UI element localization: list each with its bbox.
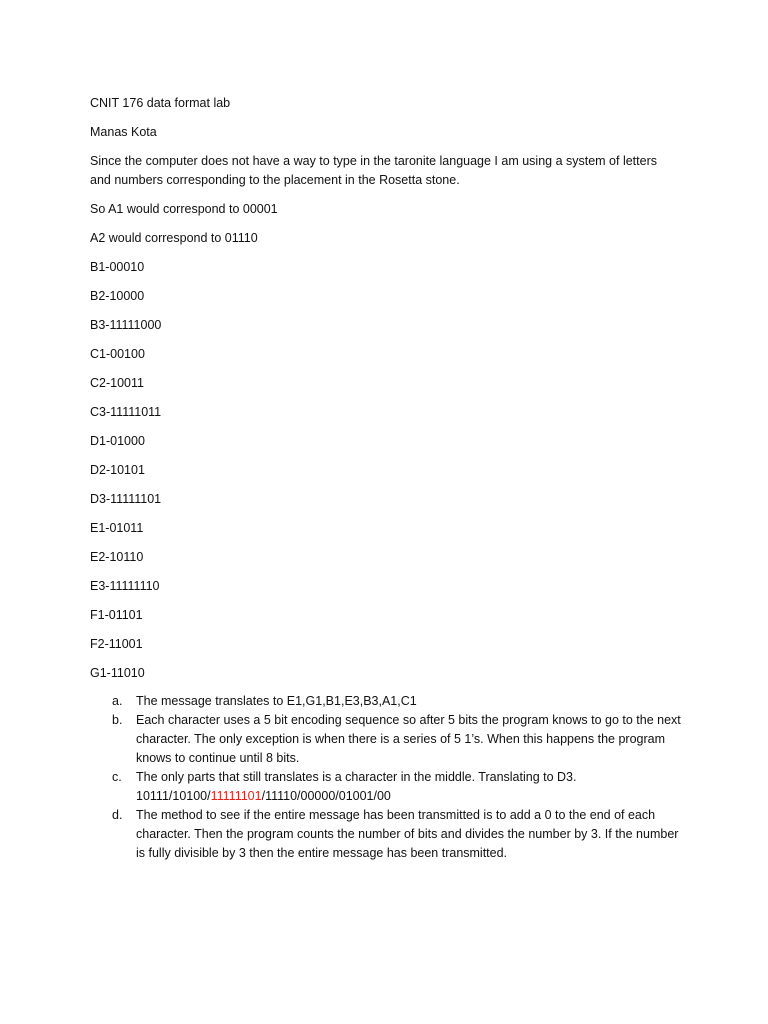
code-line: F2-11001 [90, 637, 143, 651]
bit-sequence-highlight: 11111101 [210, 789, 262, 803]
answer-item-b [90, 711, 690, 768]
code-line: D3-11111101 [90, 492, 162, 506]
code-line: F1-01101 [90, 608, 143, 622]
code-line: B1-00010 [90, 260, 145, 274]
answer-item-d [90, 806, 690, 863]
code-line: C3-11111011 [90, 405, 162, 419]
answer-text: The only parts that still translates is a character in the middle. Translating to D3. [136, 770, 577, 784]
list-marker: b. [112, 713, 123, 727]
list-marker: d. [112, 808, 123, 822]
a2-mapping-line: A2 would correspond to 01110 [90, 231, 258, 245]
code-line: G1-11010 [90, 666, 145, 680]
answer-text: The message translates to E1,G1,B1,E3,B3,A1,C1 [136, 694, 417, 708]
answer-list [90, 692, 690, 863]
code-line: E1-01011 [90, 521, 144, 535]
bit-sequence [136, 789, 391, 803]
intro-paragraph: Since the computer does not have a way to type in the taronite language I am using a system of letters and numbers corresponding to the placement in the Rosetta stone. [90, 154, 657, 187]
list-marker: c. [112, 770, 122, 784]
list-marker: a. [112, 694, 123, 708]
bit-sequence-before: 10111/10100/ [136, 789, 211, 803]
code-line: D2-10101 [90, 463, 145, 477]
answer-text: Each character uses a 5 bit encoding sequence so after 5 bits the program knows to go to the next character. The only exception is when there is a series of 5 1’s. When this happens the program knows to continue until 8 bits. [136, 713, 681, 765]
code-line: C1-00100 [90, 347, 145, 361]
author-name: Manas Kota [90, 125, 157, 139]
code-line: B3-11111000 [90, 318, 162, 332]
answer-item-c [90, 768, 690, 806]
answer-item-a [90, 692, 690, 711]
code-line: B2-10000 [90, 289, 145, 303]
a1-mapping-line: So A1 would correspond to 00001 [90, 202, 278, 216]
code-line: E2-10110 [90, 550, 144, 564]
code-line: C2-10011 [90, 376, 144, 390]
code-line: D1-01000 [90, 434, 145, 448]
document-title: CNIT 176 data format lab [90, 96, 231, 110]
code-line: E3-11111110 [90, 579, 160, 593]
bit-sequence-after: /11110/00000/01001/00 [261, 789, 391, 803]
answer-text: The method to see if the entire message has been transmitted is to add a 0 to the end of each character. Then the program counts the number of bits and divides the number by 3. If the number is fully divisible by 3 then the entire message has been transmitted. [136, 808, 679, 860]
